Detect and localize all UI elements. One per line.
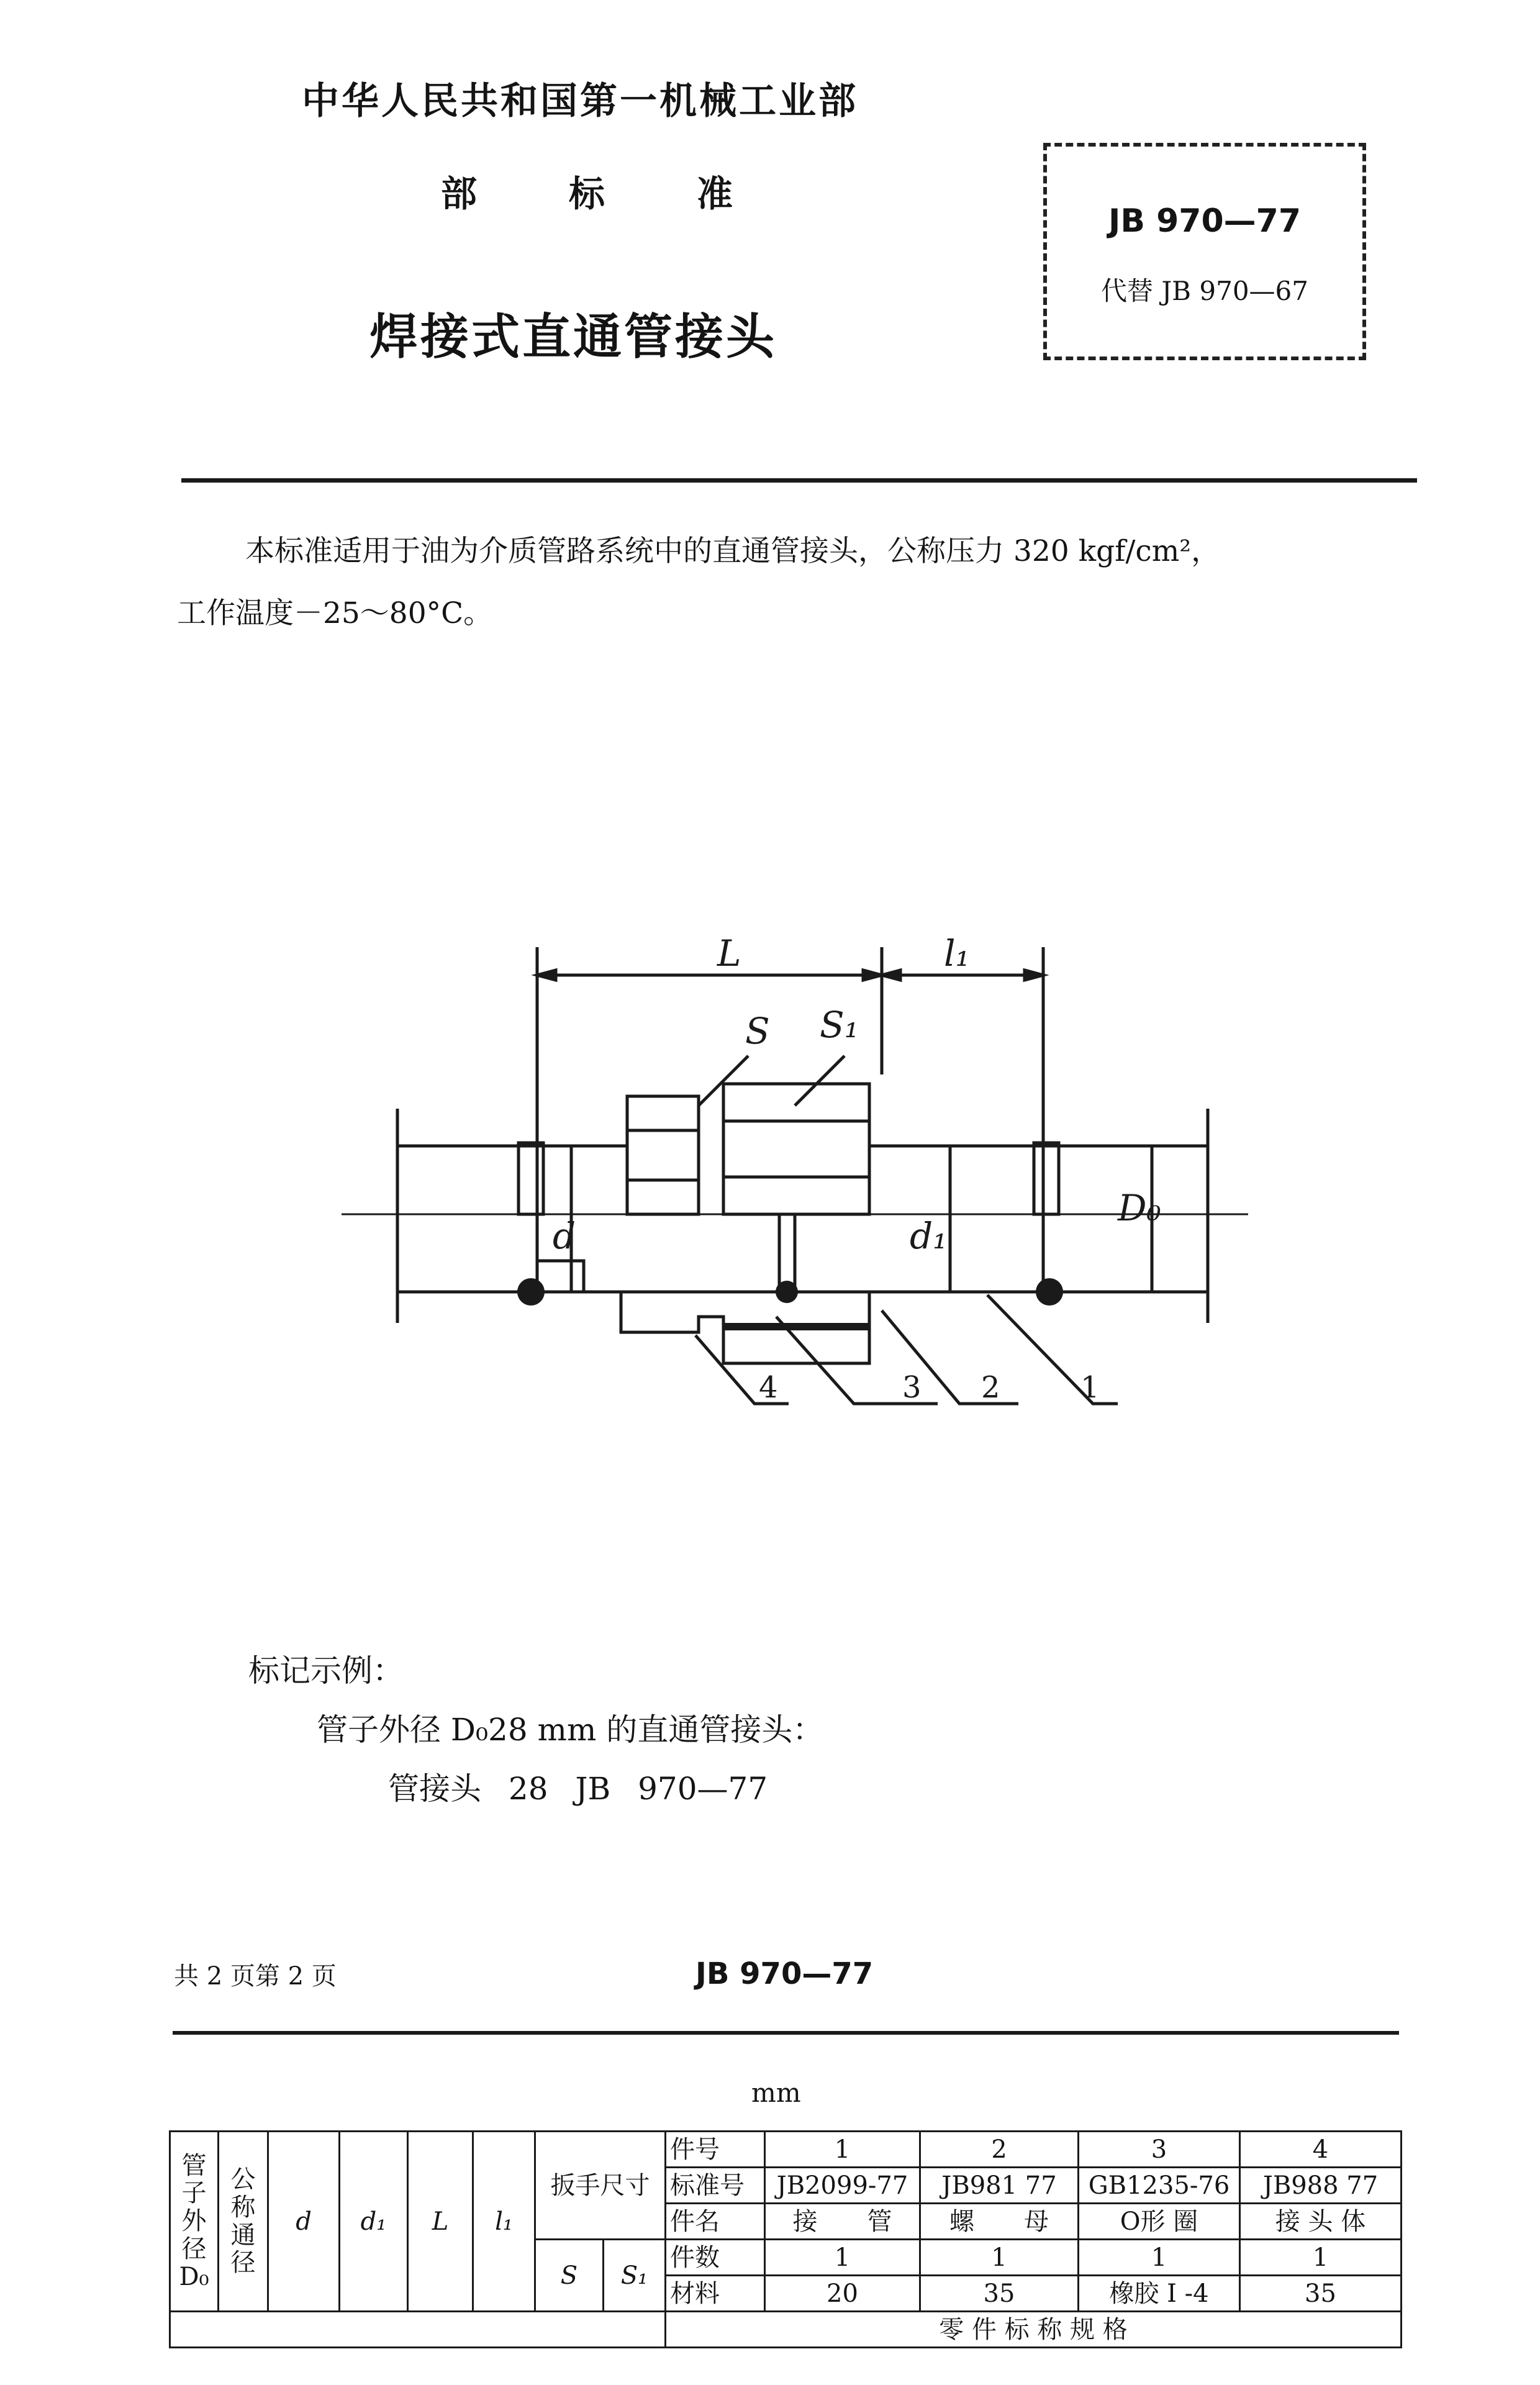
col-header-pipe-od: 管子外径D₀ [170,2132,219,2312]
col-header-S1: S₁ [604,2240,666,2312]
table-footer-label: 零 件 标 称 规 格 [666,2312,1402,2348]
category-char: 部 [441,173,478,215]
part-no-cell: 3 [1079,2132,1240,2168]
material-cell: 橡胶 I -4 [1079,2276,1240,2312]
part-no-cell: 2 [920,2132,1079,2168]
specification-table [169,2130,1402,2348]
scope-text-line-1: 本标准适用于油为介质管路系统中的直通管接头，公称压力 320 kgf/cm²， [245,534,1221,568]
part-number-3: 3 [902,1370,922,1405]
row-label-part-no: 件号 [666,2132,765,2168]
part-number-1: 1 [1080,1370,1100,1405]
part-name-cell: 接 头 体 [1240,2204,1402,2240]
quantity-cell: 1 [765,2240,920,2276]
part-no-cell: 4 [1240,2132,1402,2168]
part-name-cell: 螺 母 [920,2204,1079,2240]
marking-example-label: 标记示例： [248,1653,404,1689]
dim-S: S [745,1010,770,1052]
col-header-d1: d₁ [340,2132,408,2312]
dim-S1: S₁ [820,1004,859,1046]
material-cell: 20 [765,2276,920,2312]
part-name-cell: O形 圈 [1079,2204,1240,2240]
quantity-cell: 1 [1079,2240,1240,2276]
part-number-4: 4 [759,1370,778,1405]
col-header-L: L [408,2132,473,2312]
category-char: 准 [696,173,733,215]
standard-no-cell: GB1235-76 [1079,2168,1240,2204]
dim-d: d [553,1215,576,1257]
part-name-cell: 接 管 [765,2204,920,2240]
row-label-standard-no: 标准号 [666,2168,765,2204]
table-unit: mm [751,2078,801,2108]
standard-category [441,165,733,217]
standard-no-cell: JB981 77 [920,2168,1079,2204]
row-label-quantity: 件数 [666,2240,765,2276]
marking-example-text: 管接头 28 JB 970—77 [388,1771,768,1807]
ministry-name: 中华人民共和国第一机械工业部 [302,80,858,123]
fitting-assembly-drawing [0,901,1540,1460]
quantity-cell: 1 [920,2240,1079,2276]
col-header-d: d [268,2132,340,2312]
page2-header-rule [173,2031,1399,2035]
dim-d1: d₁ [910,1215,948,1257]
dim-l1: l₁ [944,932,970,974]
header-rule [181,478,1417,483]
col-header-S: S [535,2240,604,2312]
scope-text-line-2: 工作温度－25～80°C。 [177,596,493,630]
col-header-l1: l₁ [473,2132,535,2312]
standard-no-cell: JB988 77 [1240,2168,1402,2204]
dim-D0: D₀ [1118,1187,1161,1229]
part-number-2: 2 [981,1370,1000,1405]
dim-L: L [717,932,741,974]
standard-no-cell: JB2099-77 [765,2168,920,2204]
replaces-standard: 代替 JB 970—67 [1100,276,1308,306]
col-header-wrench-size: 扳手尺寸 [535,2132,666,2240]
marking-example-description: 管子外径 D₀28 mm 的直通管接头： [317,1712,824,1748]
material-cell: 35 [920,2276,1079,2312]
material-cell: 35 [1240,2276,1402,2312]
page2-standard-number: JB 970—77 [695,1956,874,1991]
standard-number: JB 970—77 [1108,202,1301,240]
quantity-cell: 1 [1240,2240,1402,2276]
standard-number-box [1043,143,1366,360]
footer-blank-cell [170,2312,666,2348]
row-label-material: 材料 [666,2276,765,2312]
document-title: 焊接式直通管接头 [369,309,777,365]
category-char: 标 [568,173,605,215]
part-no-cell: 1 [765,2132,920,2168]
col-header-nominal-bore: 公称通径 [219,2132,268,2312]
page-info: 共 2 页第 2 页 [174,1962,337,1991]
row-label-part-name: 件名 [666,2204,765,2240]
